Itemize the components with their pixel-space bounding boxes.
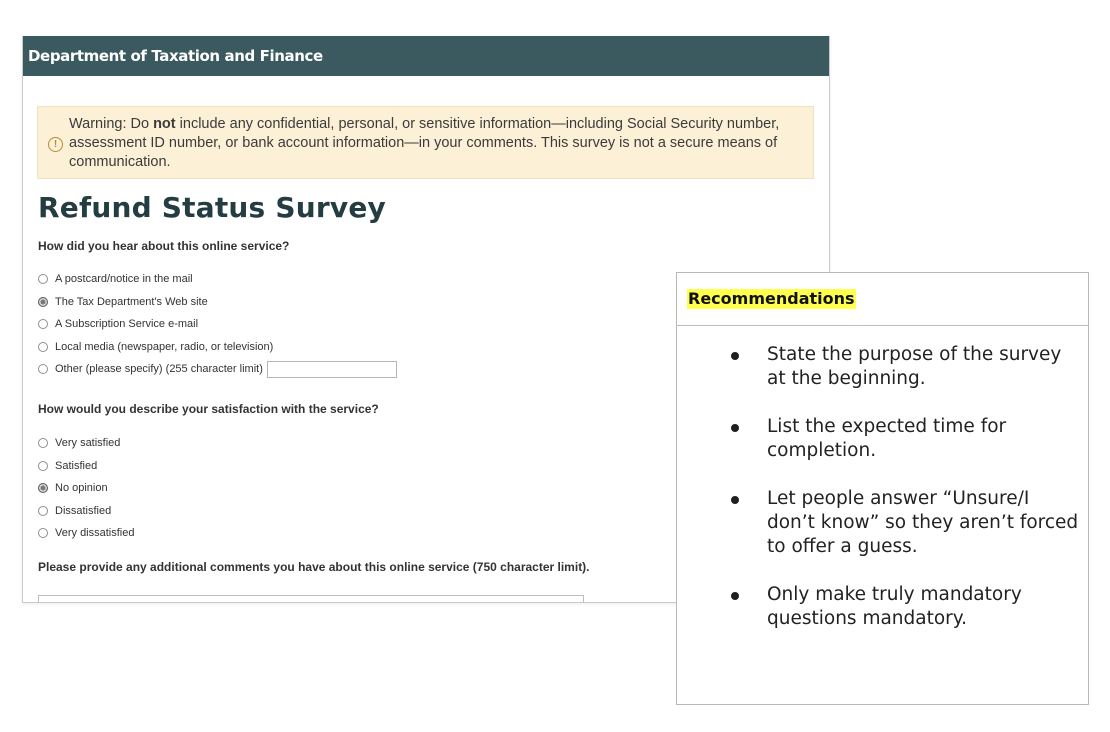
radio-button[interactable] xyxy=(38,438,48,448)
bullet-icon xyxy=(731,496,739,504)
recommendation-text: Only make truly mandatory questions mandatory. xyxy=(767,584,1022,629)
list-item xyxy=(677,583,1088,631)
warning-text-after: include any confidential, personal, or sensitive information—including Social Security number, assessment ID number, or bank account information—in your comments. This survey is not a secure means of communication. xyxy=(69,116,780,170)
radio-button[interactable] xyxy=(38,528,48,538)
radio-option-dissatisfied[interactable] xyxy=(38,500,134,523)
radio-option-satisfied[interactable] xyxy=(38,455,134,478)
recommendation-text: State the purpose of the survey at the beginning. xyxy=(767,344,1062,389)
recommendations-card xyxy=(676,272,1089,705)
list-item xyxy=(677,487,1088,559)
question-comments: Please provide any additional comments you have about this online service (750 character limit). xyxy=(38,560,590,574)
bullet-icon xyxy=(731,424,739,432)
radio-option-local-media[interactable] xyxy=(38,336,397,359)
radio-option-label: The Tax Department's Web site xyxy=(55,295,208,308)
radio-option-subscription-email[interactable] xyxy=(38,313,397,336)
recommendations-list xyxy=(677,343,1088,655)
recommendation-text: List the expected time for completion. xyxy=(767,416,1007,461)
warning-text-bold: not xyxy=(153,116,176,132)
warning-text xyxy=(69,115,809,172)
department-header: Department of Taxation and Finance xyxy=(23,36,829,76)
page-title: Refund Status Survey xyxy=(38,191,386,224)
question-satisfaction: How would you describe your satisfaction with the service? xyxy=(38,402,379,416)
recommendations-header xyxy=(677,273,1088,326)
radio-button-selected[interactable] xyxy=(38,297,48,307)
exclamation-circle-icon: ! xyxy=(48,137,63,152)
warning-text-before: Warning: Do xyxy=(69,116,154,132)
radio-option-postcard[interactable] xyxy=(38,268,397,291)
radio-option-very-satisfied[interactable] xyxy=(38,432,134,455)
recommendation-text: Let people answer “Unsure/I don’t know” so they aren’t forced to offer a guess. xyxy=(767,488,1079,557)
radio-button-selected[interactable] xyxy=(38,483,48,493)
radio-button[interactable] xyxy=(38,342,48,352)
radio-option-label: Dissatisfied xyxy=(55,504,112,517)
radio-option-label: A Subscription Service e-mail xyxy=(55,318,199,331)
satisfaction-options xyxy=(38,432,134,545)
bullet-icon xyxy=(731,352,739,360)
hear-about-options xyxy=(38,268,397,381)
radio-option-very-dissatisfied[interactable] xyxy=(38,522,134,545)
other-specify-input[interactable] xyxy=(267,361,397,378)
list-item xyxy=(677,415,1088,463)
radio-option-other[interactable] xyxy=(38,358,397,381)
radio-option-label: Very satisfied xyxy=(55,437,121,450)
radio-button[interactable] xyxy=(38,461,48,471)
radio-option-website[interactable] xyxy=(38,291,397,314)
radio-option-label: Other (please specify) (255 character limit) xyxy=(55,363,263,376)
question-hear-about: How did you hear about this online service? xyxy=(38,239,290,253)
radio-button[interactable] xyxy=(38,319,48,329)
radio-button[interactable] xyxy=(38,506,48,516)
bullet-icon xyxy=(731,592,739,600)
warning-banner xyxy=(37,106,814,179)
recommendations-title: Recommendations xyxy=(688,289,855,308)
radio-option-label: Local media (newspaper, radio, or television) xyxy=(55,340,274,353)
radio-option-label: A postcard/notice in the mail xyxy=(55,273,193,286)
comments-textarea[interactable] xyxy=(38,595,584,603)
radio-option-label: Satisfied xyxy=(55,459,98,472)
radio-button[interactable] xyxy=(38,274,48,284)
radio-option-label: No opinion xyxy=(55,482,108,495)
radio-option-label: Very dissatisfied xyxy=(55,527,135,540)
radio-option-no-opinion[interactable] xyxy=(38,477,134,500)
radio-button[interactable] xyxy=(38,364,48,374)
list-item xyxy=(677,343,1088,391)
